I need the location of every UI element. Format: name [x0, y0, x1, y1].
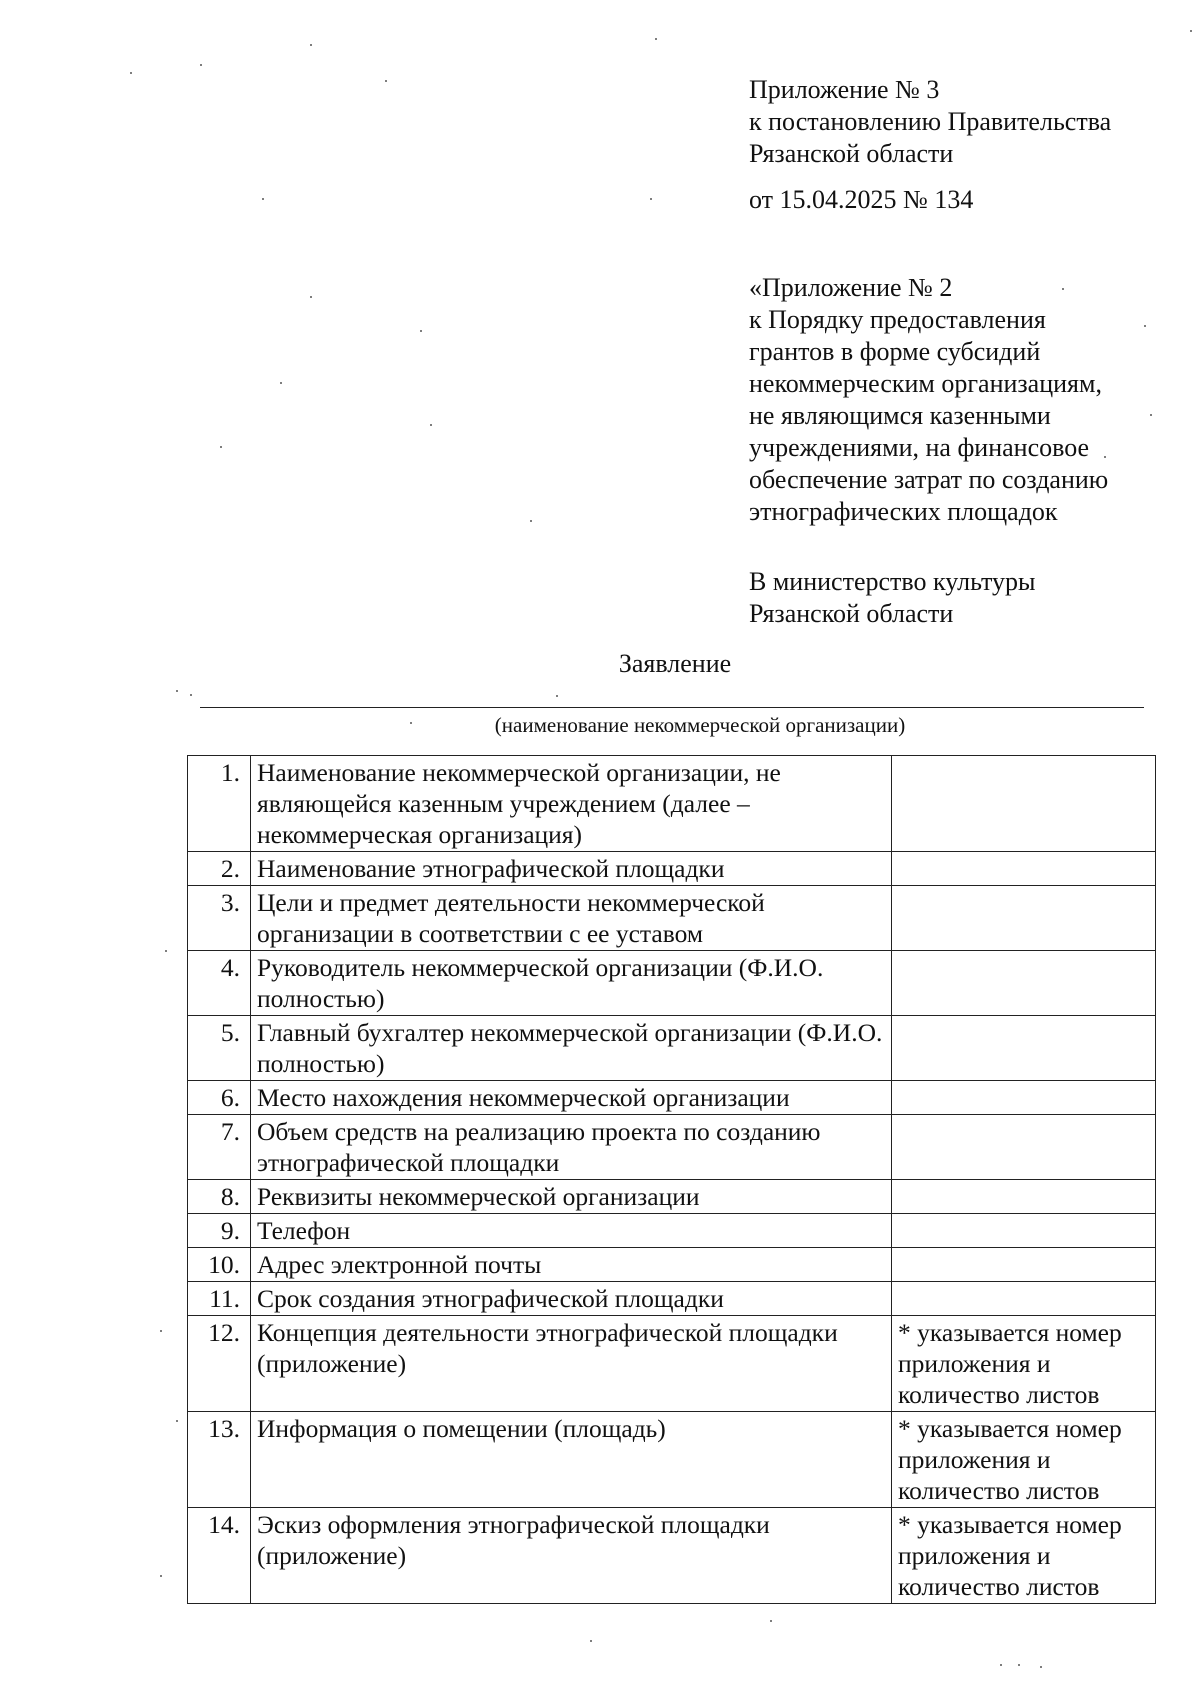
row-number: 5.: [188, 1016, 251, 1081]
scan-speck: [176, 1420, 178, 1422]
appendix-2-line: некоммерческим организациям,: [749, 369, 1102, 398]
row-label: Реквизиты некоммерческой организации: [251, 1180, 892, 1214]
addressee-line: Рязанской области: [749, 599, 954, 628]
scan-speck: [770, 1620, 772, 1622]
row-label: Эскиз оформления этнографической площадки (приложение): [251, 1508, 892, 1604]
scan-speck: [190, 694, 192, 696]
scan-speck: [1000, 1664, 1002, 1666]
scan-speck: [1040, 1666, 1042, 1668]
row-label: Главный бухгалтер некоммерческой организации (Ф.И.О. полностью): [251, 1016, 892, 1081]
row-number: 13.: [188, 1412, 251, 1508]
row-value-cell[interactable]: [892, 1081, 1156, 1115]
row-value-cell[interactable]: [892, 1214, 1156, 1248]
appendix-2-line: этнографических площадок: [749, 497, 1058, 526]
appendix-3-date-block: [749, 184, 1169, 216]
table-row: [188, 756, 1156, 852]
row-number: 8.: [188, 1180, 251, 1214]
appendix-3-reference: к постановлению Правительства: [749, 107, 1112, 136]
table-row: [188, 951, 1156, 1016]
row-label: Концепция деятельности этнографической площадки (приложение): [251, 1316, 892, 1412]
row-number: 12.: [188, 1316, 251, 1412]
table-row: [188, 1248, 1156, 1282]
scan-speck: [430, 424, 432, 426]
table-row: [188, 1016, 1156, 1081]
scan-speck: [650, 198, 652, 200]
table-row: [188, 1115, 1156, 1180]
appendix-2-line: не являющимся казенными: [749, 401, 1051, 430]
row-number: 14.: [188, 1508, 251, 1604]
row-value-cell[interactable]: [892, 1115, 1156, 1180]
row-value-cell[interactable]: * указывается номер приложения и количество листов: [892, 1316, 1156, 1412]
row-label: Телефон: [251, 1214, 892, 1248]
row-number: 4.: [188, 951, 251, 1016]
scan-speck: [590, 1640, 592, 1642]
document-title: Заявление: [618, 649, 732, 678]
row-value-cell[interactable]: [892, 886, 1156, 951]
application-form-table: [187, 755, 1156, 1604]
scan-speck: [1190, 30, 1192, 32]
table-row: [188, 1081, 1156, 1115]
row-label: Срок создания этнографической площадки: [251, 1282, 892, 1316]
appendix-2-line: обеспечение затрат по созданию: [749, 465, 1109, 494]
row-label: Место нахождения некоммерческой организации: [251, 1081, 892, 1115]
row-label: Наименование некоммерческой организации, не являющейся казенным учреждением (далее – некоммерческая организация): [251, 756, 892, 852]
row-label: Адрес электронной почты: [251, 1248, 892, 1282]
scan-speck: [1144, 325, 1146, 327]
table-row: [188, 852, 1156, 886]
row-value-cell[interactable]: [892, 1248, 1156, 1282]
row-value-cell[interactable]: [892, 852, 1156, 886]
row-value-cell[interactable]: [892, 1282, 1156, 1316]
scan-speck: [310, 44, 312, 46]
appendix-2-line: к Порядку предоставления: [749, 305, 1046, 334]
table-row: [188, 1508, 1156, 1604]
scan-speck: [530, 520, 532, 522]
row-label: Руководитель некоммерческой организации (Ф.И.О. полностью): [251, 951, 892, 1016]
scan-speck: [655, 38, 657, 40]
row-number: 10.: [188, 1248, 251, 1282]
appendix-2-line: грантов в форме субсидий: [749, 337, 1041, 366]
table-row: [188, 1214, 1156, 1248]
row-value-cell[interactable]: * указывается номер приложения и количество листов: [892, 1412, 1156, 1508]
row-label: Информация о помещении (площадь): [251, 1412, 892, 1508]
row-number: 2.: [188, 852, 251, 886]
appendix-2-heading: [749, 272, 1169, 528]
scan-speck: [280, 382, 282, 384]
row-number: 7.: [188, 1115, 251, 1180]
scan-speck: [385, 80, 387, 82]
table-row: [188, 1282, 1156, 1316]
scan-speck: [1018, 1664, 1020, 1666]
scan-speck: [160, 1330, 162, 1332]
row-number: 3.: [188, 886, 251, 951]
scan-speck: [165, 950, 167, 952]
scan-speck: [220, 446, 222, 448]
row-number: 11.: [188, 1282, 251, 1316]
scan-speck: [176, 690, 178, 692]
addressee-block: [749, 566, 1169, 630]
scan-speck: [556, 695, 558, 697]
table-row: [188, 1180, 1156, 1214]
scan-speck: [160, 1575, 162, 1577]
row-value-cell[interactable]: [892, 1016, 1156, 1081]
table-row: [188, 886, 1156, 951]
row-value-cell[interactable]: [892, 756, 1156, 852]
row-label: Цели и предмет деятельности некоммерческой организации в соответствии с ее уставом: [251, 886, 892, 951]
scan-speck: [410, 722, 412, 724]
appendix-3-heading: [749, 74, 1169, 170]
table-row: [188, 1316, 1156, 1412]
row-number: 1.: [188, 756, 251, 852]
scan-speck: [262, 198, 264, 200]
appendix-3-date: от 15.04.2025 № 134: [749, 185, 974, 214]
addressee-line: В министерство культуры: [749, 567, 1036, 596]
row-value-cell[interactable]: [892, 951, 1156, 1016]
row-label: Наименование этнографической площадки: [251, 852, 892, 886]
organization-name-fill-line[interactable]: [200, 707, 1144, 708]
scan-speck: [310, 296, 312, 298]
appendix-2-line: учреждениями, на финансовое: [749, 433, 1090, 462]
row-number: 9.: [188, 1214, 251, 1248]
appendix-2-line: «Приложение № 2: [749, 273, 953, 302]
appendix-3-region: Рязанской области: [749, 139, 954, 168]
row-number: 6.: [188, 1081, 251, 1115]
scan-speck: [1104, 456, 1106, 458]
row-value-cell[interactable]: [892, 1180, 1156, 1214]
scan-speck: [1062, 288, 1064, 290]
scan-speck: [420, 330, 422, 332]
appendix-3-title: Приложение № 3: [749, 75, 940, 104]
row-value-cell[interactable]: * указывается номер приложения и количество листов: [892, 1508, 1156, 1604]
scan-speck: [200, 64, 202, 66]
organization-name-caption: (наименование некоммерческой организации): [494, 713, 906, 737]
scan-speck: [130, 72, 132, 74]
scan-speck: [1150, 414, 1152, 416]
table-row: [188, 1412, 1156, 1508]
row-label: Объем средств на реализацию проекта по созданию этнографической площадки: [251, 1115, 892, 1180]
